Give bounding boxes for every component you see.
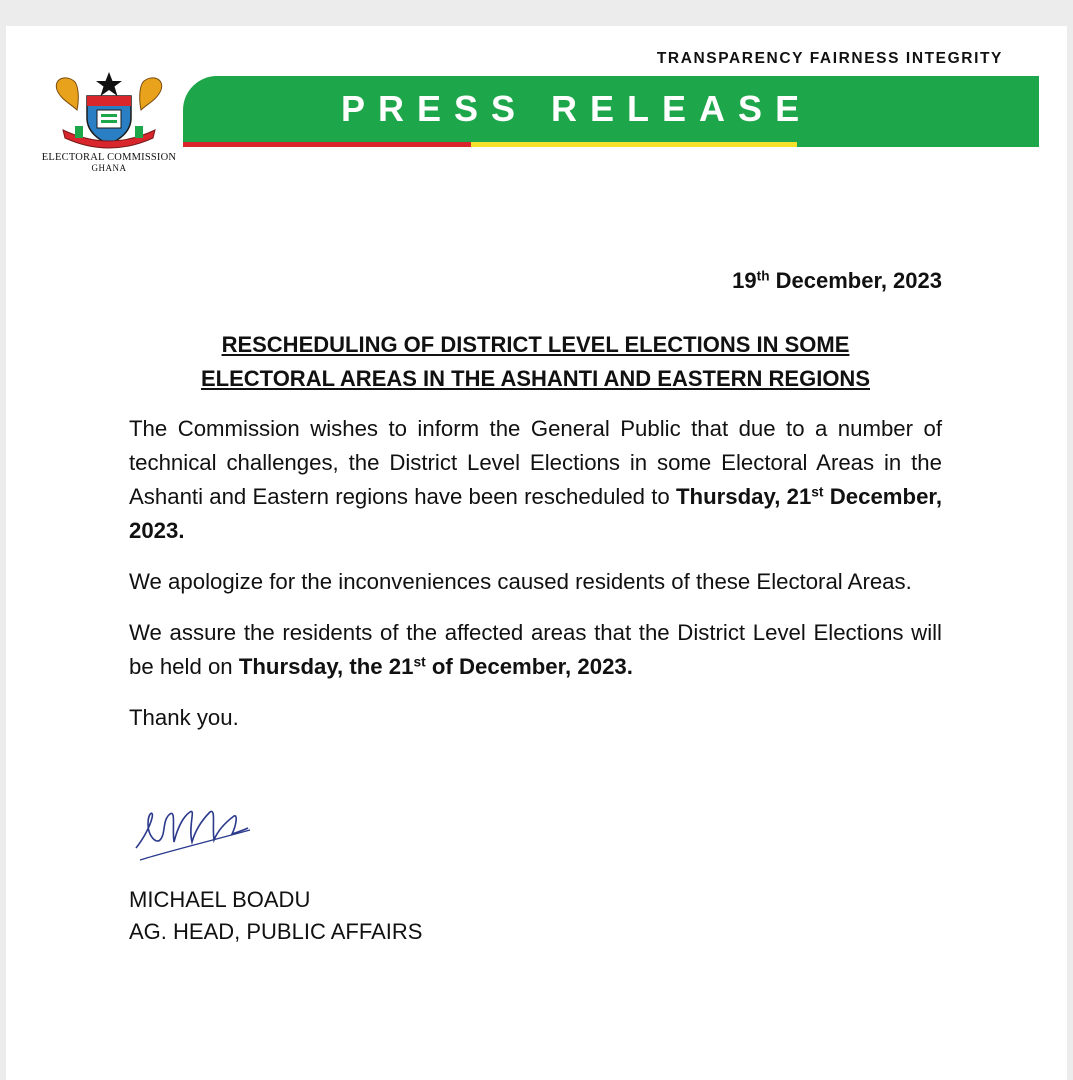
date-suffix: th xyxy=(756,268,770,284)
color-stripe xyxy=(183,142,1039,147)
release-date xyxy=(732,268,942,294)
stripe-red xyxy=(183,142,471,147)
press-release-page xyxy=(6,26,1067,1080)
coat-of-arms-icon xyxy=(49,70,169,150)
paragraph-3 xyxy=(129,616,942,684)
signer-name: MICHAEL BOADU xyxy=(129,887,311,912)
signature xyxy=(126,786,256,871)
p3-sup: st xyxy=(413,654,426,670)
signer-title: AG. HEAD, PUBLIC AFFAIRS xyxy=(129,919,423,944)
date-rest: December, 2023 xyxy=(769,268,942,293)
p3-bold-a: Thursday, the 21 xyxy=(238,654,414,679)
logo-text-line1: ELECTORAL COMMISSION xyxy=(41,152,177,163)
release-body xyxy=(129,412,942,752)
press-release-banner xyxy=(183,76,1039,142)
p1-sup: st xyxy=(811,484,824,500)
stripe-green xyxy=(797,142,1039,147)
paragraph-4: Thank you. xyxy=(129,705,239,730)
p1-bold-b: December, 2023. xyxy=(129,484,942,543)
motto: TRANSPARENCY FAIRNESS INTEGRITY xyxy=(656,50,1003,67)
title-line2: ELECTORAL AREAS IN THE ASHANTI AND EASTERN REGIONS xyxy=(200,366,870,391)
p1-bold-a: Thursday, 21 xyxy=(675,484,812,509)
banner-title: PRESS RELEASE xyxy=(341,88,813,129)
paragraph-1 xyxy=(129,412,942,548)
p3-text: We assure the residents of the affected areas that the District Level Elections will be held on xyxy=(129,620,942,679)
release-title xyxy=(129,328,942,396)
paragraph-2: We apologize for the inconveniences caused residents of these Electoral Areas. xyxy=(129,569,912,594)
date-day: 19 xyxy=(732,268,757,293)
title-line1: RESCHEDULING OF DISTRICT LEVEL ELECTIONS IN SOME xyxy=(221,332,850,357)
p3-bold-b: of December, 2023. xyxy=(425,654,633,679)
p1-text: The Commission wishes to inform the General Public that due to a number of technical challenges, the District Level Elections in some Electoral Areas in the Ashanti and Eastern regions have been rescheduled to xyxy=(129,416,942,509)
signature-scribble-icon xyxy=(126,786,256,866)
stripe-yellow xyxy=(471,142,797,147)
signer-block xyxy=(129,884,422,948)
electoral-commission-logo xyxy=(34,70,184,210)
logo-text-line2: GHANA xyxy=(91,163,127,173)
